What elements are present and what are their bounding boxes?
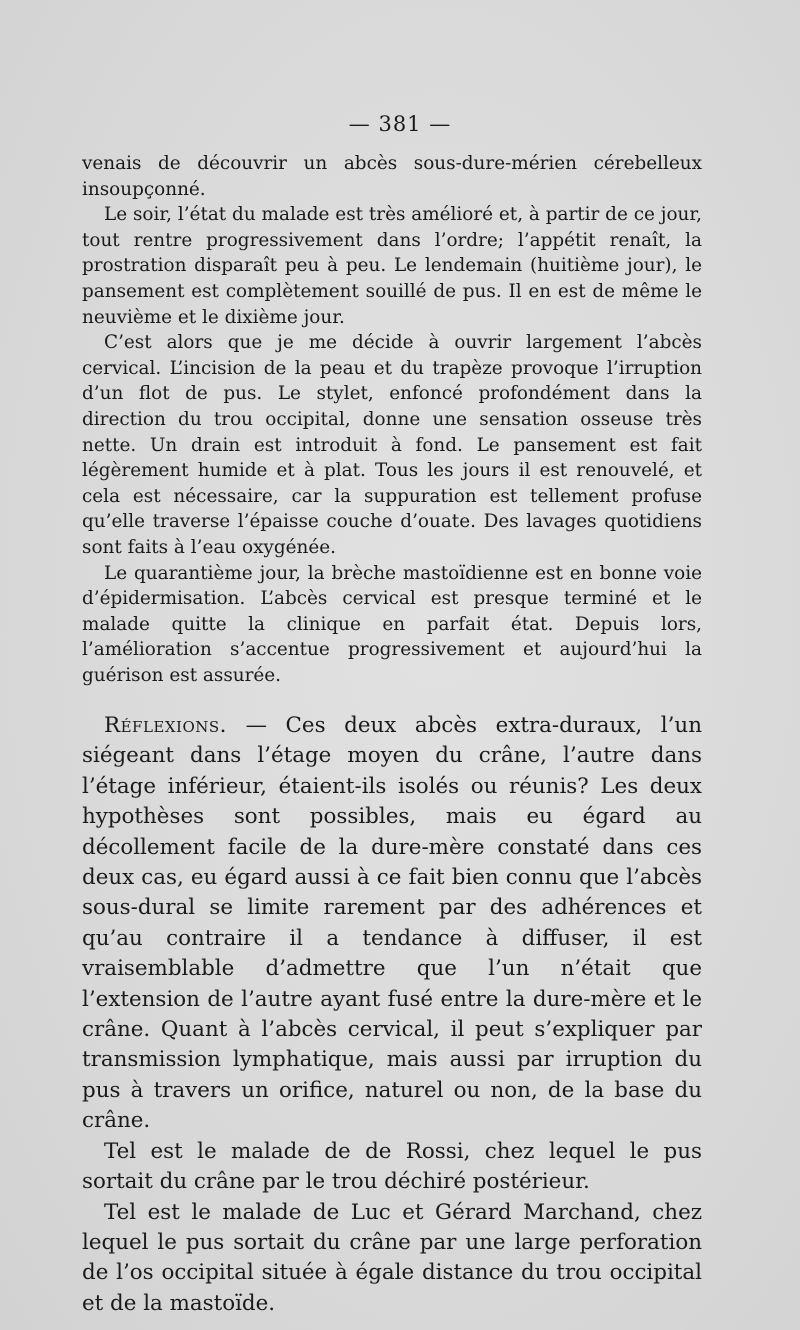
reflexions-body: — Ces deux abcès extra-duraux, l’un siégeant dans l’étage moyen du crâne, l’autre dans l’étage inférieur, étaient-ils isolés ou réunis? Les deux hypothèses sont possibles, mais eu égard au décollement facile de la dure-mère constaté dans ces deux cas, eu égard aussi à ce fait bien connu que l’abcès sous-dural se limite rarement par des adhérences et qu’au contraire il a tendance à diffuser, il est vraisemblable d’admettre que l’un n’était que l’extension de l’autre ayant fusé entre la dure-mère et le crâne. Quant à l’abcès cervical, il peut s’expliquer par transmission lymphatique, mais aussi par irruption du pus à travers un orifice, naturel ou non, de la base du crâne. — [82, 713, 702, 1134]
paragraph-fortieth-day: Le quarantième jour, la brèche mastoïdienne est en bonne voie d’épidermisation. L’abcès cervical est presque terminé et le malade quitte la clinique en parfait état. Depuis lors, l’amélioration s’accentue progressivement et aujourd’hui la guérison est assurée. — [82, 562, 702, 686]
text-block-case-report — [82, 151, 702, 688]
paragraph-luc-marchand: Tel est le malade de Luc et Gérard Marchand, chez lequel le pus sortait du crâne par une large perforation de l’os occipital située à égale distance du trou occipital et de la mastoïde. — [82, 1199, 702, 1316]
paragraph-reflexions — [82, 711, 702, 1137]
paragraph-de-rossi: Tel est le malade de de Rossi, chez lequel le pus sortait du crâne par le trou déchiré postérieur. — [82, 1138, 702, 1195]
text-block-reflexions — [82, 711, 702, 1319]
paragraph-evening-improvement: Le soir, l’état du malade est très amélioré et, à partir de ce jour, tout rentre progressivement dans l’ordre; l’appétit renaît, la prostration disparaît peu à peu. Le lendemain (huitième jour), le pansement est complètement souillé de pus. Il en est de même le neuvième et le dixième jour. — [82, 204, 702, 328]
paragraph-cervical-abscess: C’est alors que je me décide à ouvrir largement l’abcès cervical. L’incision de la peau et du trapèze provoque l’irruption d’un flot de pus. Le stylet, enfoncé profondément dans la direction du trou occipital, donne une sensation osseuse très nette. Un drain est introduit à fond. Le pansement est fait légèrement humide et à plat. Tous les jours il est renouvelé, et cela est nécessaire, car la suppuration est tellement profuse qu’elle traverse l’épaisse couche d’ouate. Des lavages quotidiens sont faits à l’eau oxygénée. — [82, 332, 702, 558]
paragraph-continuation: venais de découvrir un abcès sous-dure-mérien cérebelleux insoupçonné. — [82, 153, 702, 200]
page-number: — 381 — — [348, 112, 452, 136]
reflexions-heading: Réflexions. — [104, 713, 227, 738]
